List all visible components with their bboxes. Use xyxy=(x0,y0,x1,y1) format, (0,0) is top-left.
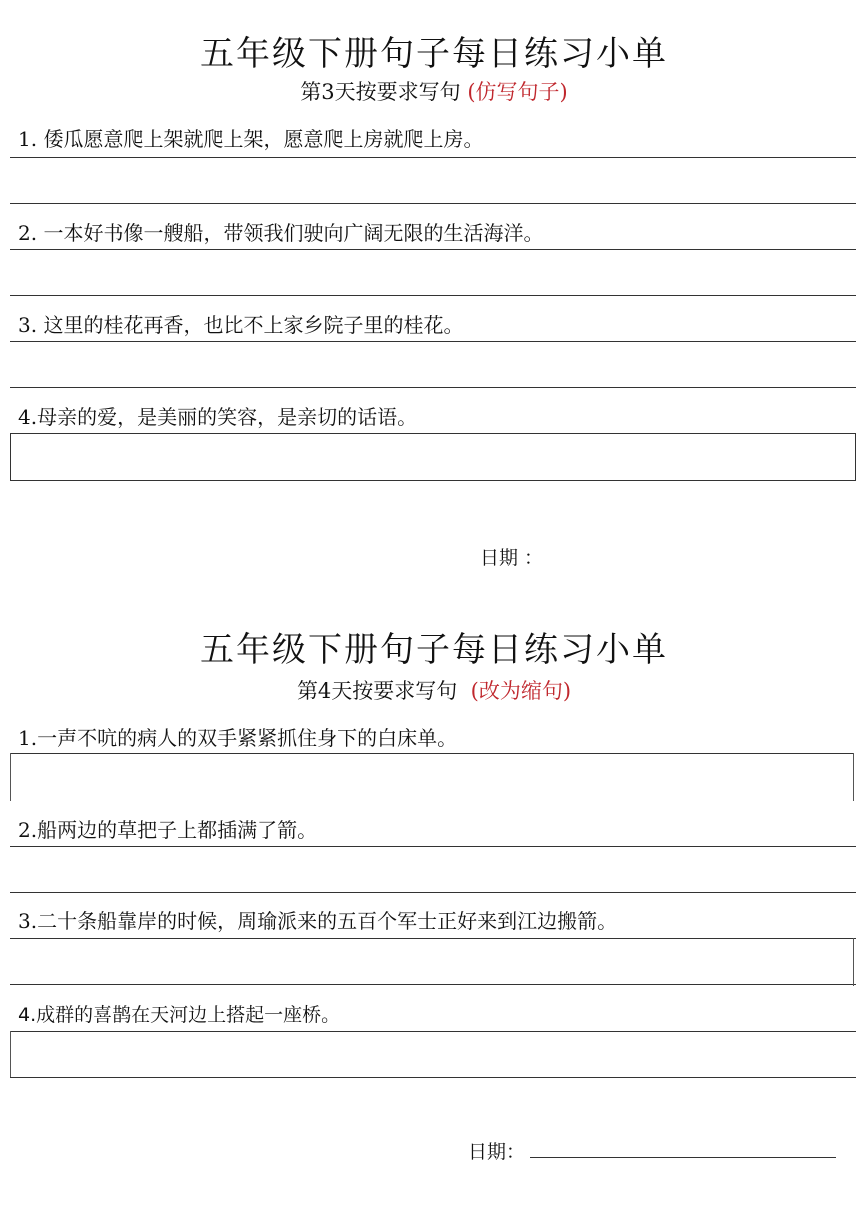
sheet2-date-label: 日期： xyxy=(468,1141,526,1163)
sheet2-item-2: 2.船两边的草把子上都插满了箭。 xyxy=(18,818,318,842)
answer-line xyxy=(10,249,856,250)
answer-box xyxy=(10,433,856,481)
answer-line xyxy=(10,203,856,204)
answer-line xyxy=(10,1077,856,1078)
answer-line xyxy=(10,1031,11,1077)
sheet2-item-3: 3.二十条船靠岸的时候，周瑜派来的五百个军士正好来到江边搬箭。 xyxy=(18,909,618,933)
answer-line xyxy=(10,387,856,388)
sheet1-subtitle xyxy=(0,76,868,106)
sheet1-day-label: 第3天按要求写句 xyxy=(300,80,461,104)
sheet2-title: 五年级下册句子每日练习小单 xyxy=(200,630,668,670)
sheet2-task-label: (改为缩句) xyxy=(470,679,572,703)
answer-line xyxy=(10,753,11,801)
answer-line xyxy=(853,938,854,986)
sheet1-item-3: 3. 这里的桂花再香，也比不上家乡院子里的桂花。 xyxy=(18,313,464,337)
answer-line xyxy=(10,984,856,985)
sheet1-item-2: 2. 一本好书像一艘船，带领我们驶向广阔无限的生活海洋。 xyxy=(18,221,544,245)
sheet1-item-4: 4.母亲的爱，是美丽的笑容，是亲切的话语。 xyxy=(18,405,418,429)
answer-line xyxy=(10,892,856,893)
answer-line xyxy=(10,938,856,939)
sheet2-day-label: 第4天按要求写句 xyxy=(296,679,458,703)
date-underline xyxy=(530,1157,836,1158)
answer-line xyxy=(853,753,854,801)
answer-line xyxy=(10,1031,856,1032)
sheet2-item-4: 4.成群的喜鹊在天河边上搭起一座桥。 xyxy=(18,1004,341,1026)
sheet1-date-label: 日期 ： xyxy=(480,547,544,569)
answer-line xyxy=(10,846,856,847)
sheet2-subtitle xyxy=(0,675,868,705)
sheet2-item-1: 1.一声不吭的病人的双手紧紧抓住身下的白床单。 xyxy=(18,726,458,750)
sheet1-title: 五年级下册句子每日练习小单 xyxy=(200,34,668,74)
answer-line xyxy=(10,753,854,754)
sheet1-item-1: 1. 倭瓜愿意爬上架就爬上架，愿意爬上房就爬上房。 xyxy=(18,127,484,151)
answer-line xyxy=(10,157,856,158)
sheet1-task-label: (仿写句子) xyxy=(467,80,568,104)
answer-line xyxy=(10,295,856,296)
answer-line xyxy=(10,341,856,342)
